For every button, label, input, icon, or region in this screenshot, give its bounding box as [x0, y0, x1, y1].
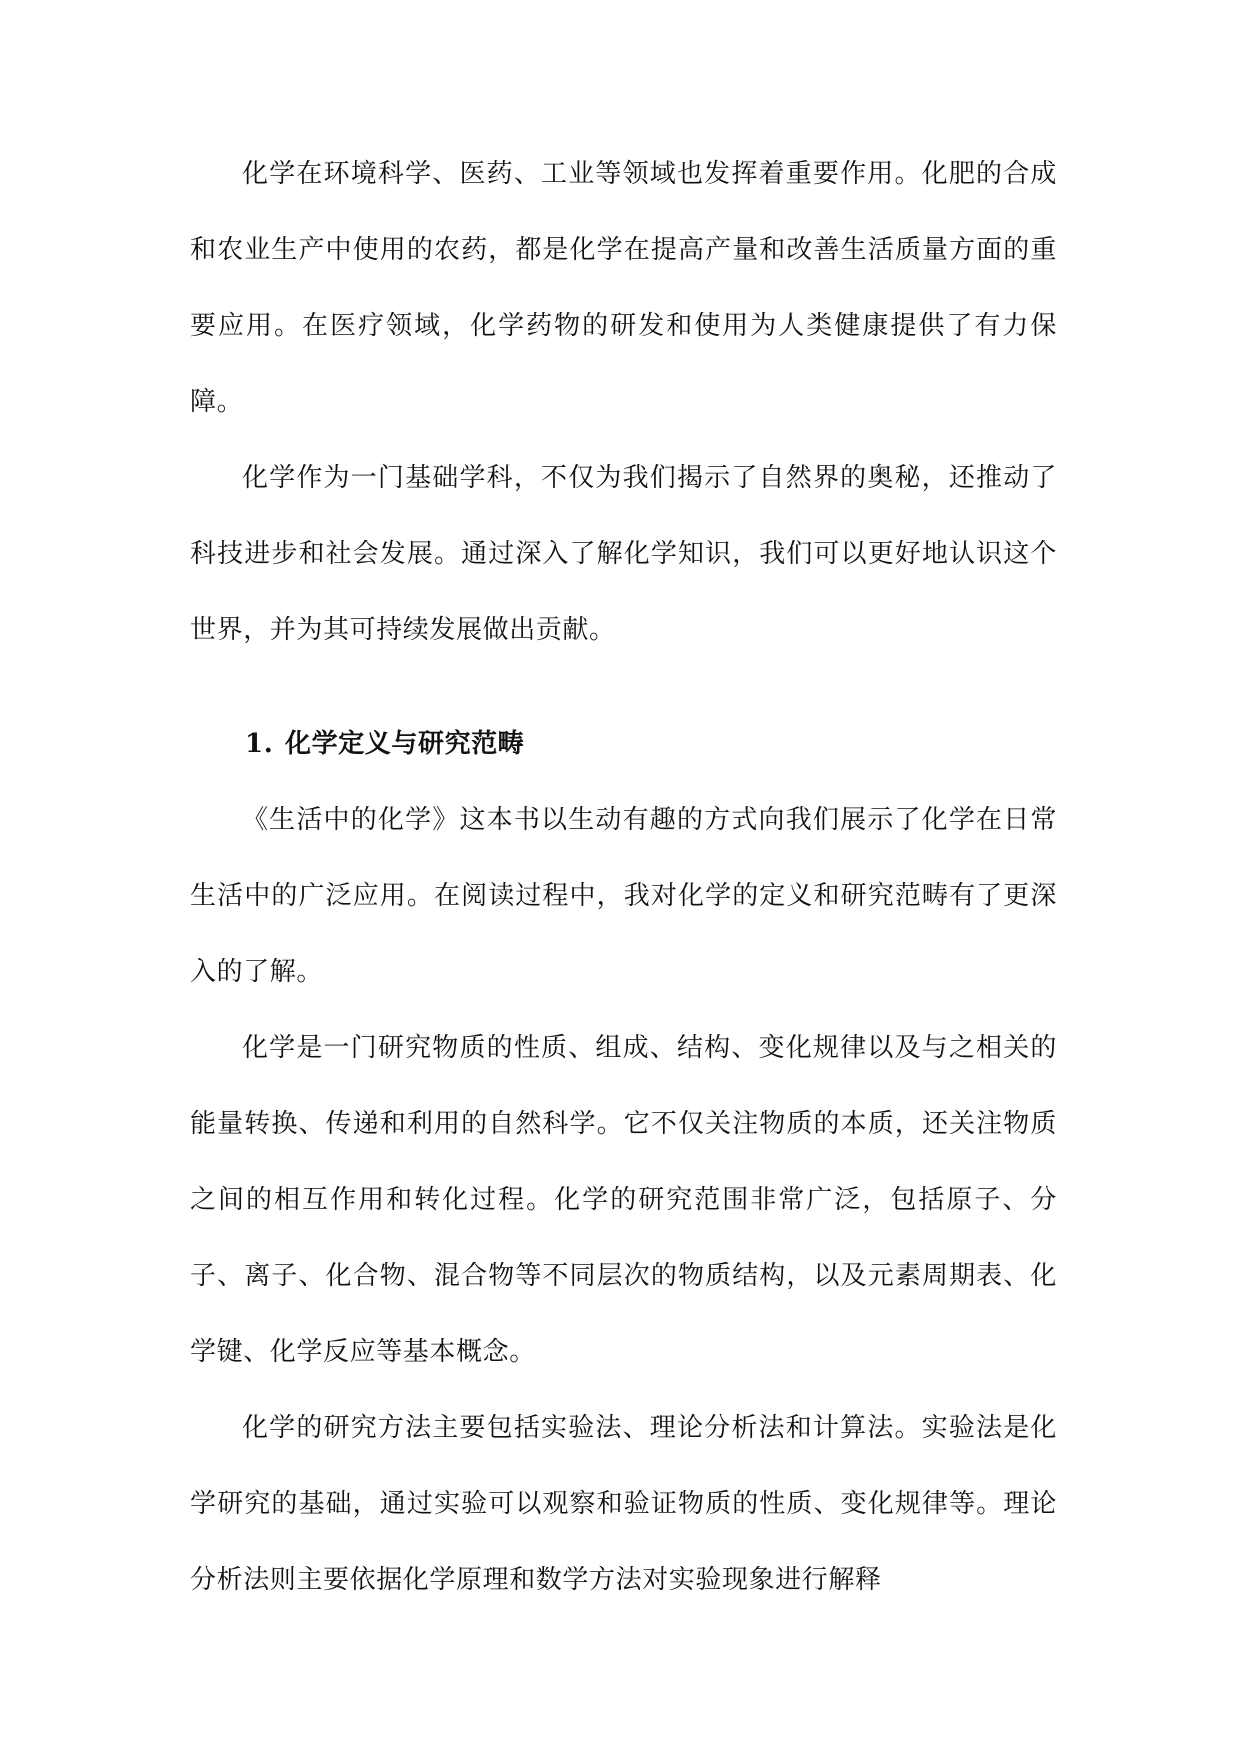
section-heading — [190, 706, 1057, 782]
paragraph: 化学是一门研究物质的性质、组成、结构、变化规律以及与之相关的能量转换、传递和利用的自然科学。它不仅关注物质的本质，还关注物质之间的相互作用和转化过程。化学的研究范围非常广泛，包括原子、分子、离子、化合物、混合物等不同层次的物质结构，以及元素周期表、化学键、化学反应等基本概念。 — [190, 1033, 1057, 1367]
paragraph: 化学作为一门基础学科，不仅为我们揭示了自然界的奥秘，还推动了科技进步和社会发展。通过深入了解化学知识，我们可以更好地认识这个世界，并为其可持续发展做出贡献。 — [190, 463, 1057, 645]
section-number: 1. — [245, 729, 274, 759]
paragraph: 化学在环境科学、医药、工业等领域也发挥着重要作用。化肥的合成和农业生产中使用的农药，都是化学在提高产量和改善生活质量方面的重要应用。在医疗领域，化学药物的研发和使用为人类健康提供了有力保障。 — [190, 159, 1057, 417]
paragraph: 《生活中的化学》这本书以生动有趣的方式向我们展示了化学在日常生活中的广泛应用。在阅读过程中，我对化学的定义和研究范畴有了更深入的了解。 — [190, 805, 1057, 987]
section-title: 化学定义与研究范畴 — [285, 729, 525, 759]
paragraph: 化学的研究方法主要包括实验法、理论分析法和计算法。实验法是化学研究的基础，通过实验可以观察和验证物质的性质、变化规律等。理论分析法则主要依据化学原理和数学方法对实验现象进行解释 — [190, 1413, 1057, 1595]
